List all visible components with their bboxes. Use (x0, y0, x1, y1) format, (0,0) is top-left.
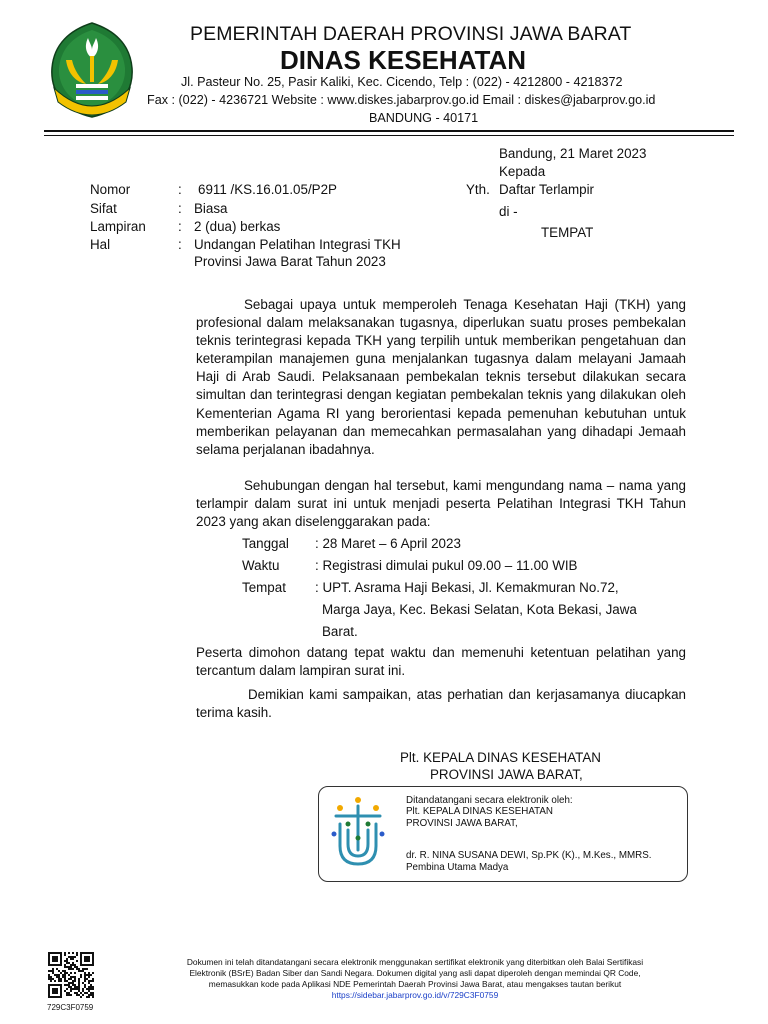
meta-value-nomor: 6911 /KS.16.01.05/P2P (198, 182, 337, 197)
letterhead-address: Jl. Pasteur No. 25, Pasir Kaliki, Kec. Cicendo, Telp : (022) - 4212800 - 4218372 (181, 75, 623, 89)
footer-disclaimer-line2: Elektronik (BSrE) Badan Siber dan Sandi Negara. Dokumen digital yang asli dapat diperoleh dengan memindai QR Code, (189, 968, 641, 978)
meta-value-lampiran: 2 (dua) berkas (194, 219, 281, 234)
letter-date: Bandung, 21 Maret 2023 (499, 146, 647, 161)
detail-label-tanggal: Tanggal (242, 536, 289, 551)
footer-verification-link[interactable]: https://sidebar.jabarprov.go.id/v/729C3F0759 (331, 990, 499, 1000)
meta-colon: : (178, 182, 182, 197)
letterhead-rule-thick (44, 130, 734, 132)
letterhead-contact: Fax : (022) - 4236721 Website : www.diskes.jabarprov.go.id Email : diskes@jabarprov.go.id (147, 93, 656, 107)
signatory-rank: Pembina Utama Madya (406, 862, 509, 873)
signatory-name: dr. R. NINA SUSANA DEWI, Sp.PK (K)., M.Kes., MMRS. (406, 850, 652, 861)
signature-box-title-line1: Plt. KEPALA DINAS KESEHATAN (406, 806, 554, 817)
detail-value-tanggal: : 28 Maret – 6 April 2023 (315, 536, 461, 551)
signed-electronically-note: Ditandatangani secara elektronik oleh: (406, 795, 573, 806)
verification-qr-code[interactable] (48, 952, 94, 998)
letterhead-government-name: PEMERINTAH DAERAH PROVINSI JAWA BARAT (190, 23, 632, 45)
addressee-di: di - (499, 204, 518, 219)
meta-value-hal-line2: Provinsi Jawa Barat Tahun 2023 (194, 254, 386, 269)
body-paragraph-1: Sebagai upaya untuk memperoleh Tenaga Kesehatan Haji (TKH) yang profesional dalam melaksanakan tugasnya, diperlukan suatu proses pembekalan teknis terintegrasi kepada TKH yang terpilih untuk memberikan pengetahuan dan keterampilan manajemen guna menjalankan tugasnya dalam melayani Jamaah Haji di Arab Saudi. Pelaksanaan pembekalan teknis tersebut dilakukan secara simultan dan terintegrasi dengan kegiatan pembekalan teknis yang dilakukan oleh Kementerian Agama RI yang berorientasi kepada pemenuhan kebutuhan untuk memberikan pelayanan dan memecahkan permasalahan yang dihadapi Jemaah selama perjalanan ibadahnya. (196, 297, 686, 457)
meta-label-sifat: Sifat (90, 201, 117, 216)
letterhead-city: BANDUNG - 40171 (369, 111, 479, 125)
addressee-yth: Yth. (466, 182, 490, 197)
body-paragraph-2: Sehubungan dengan hal tersebut, kami mengundang nama – nama yang terlampir dalam surat ini untuk menjadi peserta Pelatihan Integrasi TKH Tahun 2023 yang akan diselenggarakan pada: (196, 478, 686, 530)
meta-label-hal: Hal (90, 237, 111, 252)
detail-label-waktu: Waktu (242, 558, 280, 573)
meta-label-nomor: Nomor (90, 182, 131, 197)
detail-value-tempat-line2: Marga Jaya, Kec. Bekasi Selatan, Kota Bekasi, Jawa (322, 602, 637, 617)
body-paragraph-3: Peserta dimohon datang tepat waktu dan memenuhi ketentuan pelatihan yang tercantum dalam lampiran surat ini. (196, 645, 686, 679)
meta-value-sifat: Biasa (194, 201, 228, 216)
meta-colon: : (178, 219, 182, 234)
letterhead-agency-name: DINAS KESEHATAN (280, 45, 527, 75)
meta-value-hal: Undangan Pelatihan Integrasi TKH (194, 237, 401, 252)
meta-colon: : (178, 201, 182, 216)
bsre-signature-logo (330, 794, 390, 874)
signature-title-line2: PROVINSI JAWA BARAT, (430, 767, 583, 782)
footer-disclaimer-line3: memasukkan kode pada Aplikasi NDE Pemerintah Daerah Provinsi Jawa Barat, atau mengakses tautan berikut (208, 979, 622, 989)
addressee-recipient: Daftar Terlampir (499, 182, 595, 197)
meta-colon: : (178, 237, 182, 252)
addressee-prefix: Kepada (499, 164, 546, 179)
west-java-emblem-logo (46, 20, 138, 120)
signature-title-line1: Plt. KEPALA DINAS KESEHATAN (400, 750, 601, 765)
meta-label-lampiran: Lampiran (90, 219, 146, 234)
detail-value-tempat-line3: Barat. (322, 624, 358, 639)
qr-verification-code: 729C3F0759 (47, 1003, 94, 1012)
detail-value-waktu: : Registrasi dimulai pukul 09.00 – 11.00 WIB (315, 558, 578, 573)
signature-box-title-line2: PROVINSI JAWA BARAT, (406, 818, 518, 829)
letterhead-rule-thin (44, 135, 734, 136)
addressee-location: TEMPAT (541, 225, 594, 240)
footer-disclaimer-line1: Dokumen ini telah ditandatangani secara elektronik menggunakan sertifikat elektronik yang diterbitkan oleh Balai Sertifikasi (186, 957, 644, 967)
detail-label-tempat: Tempat (242, 580, 286, 595)
detail-value-tempat: : UPT. Asrama Haji Bekasi, Jl. Kemakmuran No.72, (315, 580, 619, 595)
body-paragraph-4: Demikian kami sampaikan, atas perhatian dan kerjasamanya diucapkan terima kasih. (196, 687, 686, 721)
